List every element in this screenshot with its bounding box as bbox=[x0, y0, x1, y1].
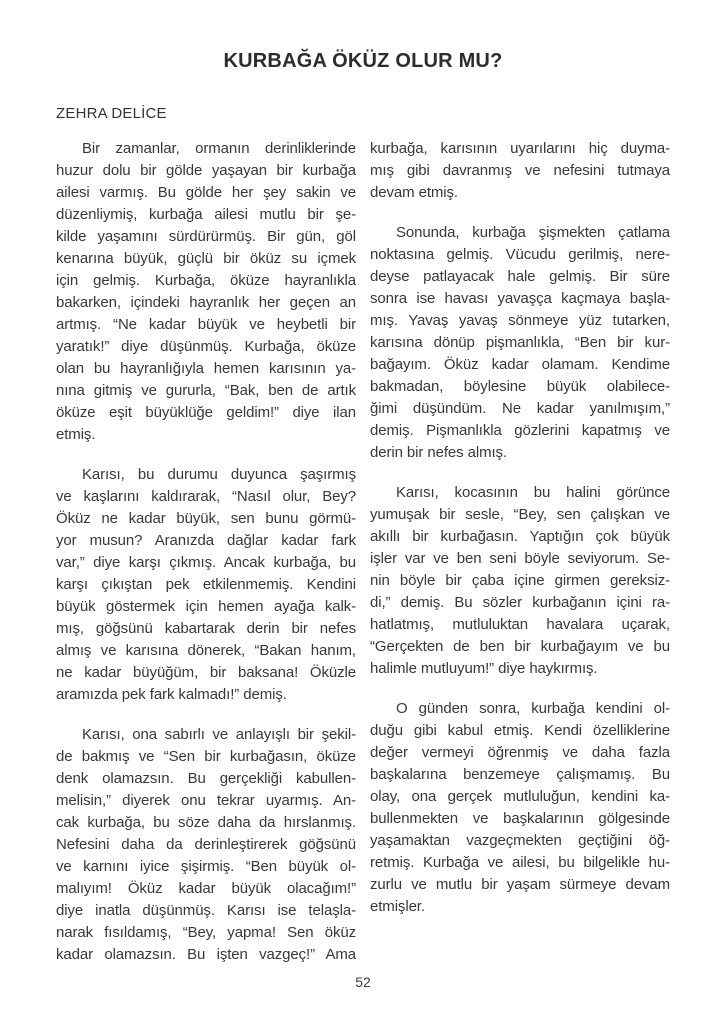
text-line: Nefesini daha da derinleştirerek göğsünü bbox=[56, 836, 356, 853]
text-line: işler var ve ben seni böyle seviyorum. Se- bbox=[370, 550, 670, 567]
text-line: ve kaşlarını kaldırarak, “Nasıl olur, Bey? bbox=[56, 488, 356, 505]
text-line: almış ve karısına dönerek, “Bakan hanım, bbox=[56, 642, 356, 659]
paragraph bbox=[56, 138, 356, 446]
text-line: huzur dolu bir gölde yaşayan bir kurbağa bbox=[56, 162, 356, 179]
text-line: malıyım! Öküz kadar büyük olacağım!” bbox=[56, 880, 356, 897]
text-line: yaratık!” diye düşünmüş. Kurbağa, öküze bbox=[56, 338, 356, 355]
text-line: ailesi varmış. Bu gölde her şey sakin ve bbox=[56, 184, 356, 201]
text-line: derin bir nefes almış. bbox=[370, 444, 508, 461]
page-title: KURBAĞA ÖKÜZ OLUR MU? bbox=[223, 50, 503, 72]
text-columns bbox=[56, 138, 670, 966]
text-line: sonra ise havası yavaşça kaçmaya başla- bbox=[370, 290, 670, 307]
text-line: büyük göstermek için hemen ayağa kalk- bbox=[56, 598, 356, 615]
page-number: 52 bbox=[355, 974, 371, 990]
text-line: var,” diye karşı çıkmış. Ancak kurbağa, bu bbox=[56, 554, 356, 571]
paragraph bbox=[370, 222, 670, 464]
column-left bbox=[56, 138, 356, 966]
text-line: de bakmış ve “Sen bir kurbağasın, öküze bbox=[56, 748, 356, 765]
text-line: akıllı bir kurbağasın. Yaptığın çok büyük bbox=[370, 528, 670, 545]
paragraph bbox=[370, 698, 670, 918]
text-line: diye inatla düşünmüş. Karısı ise telaşla- bbox=[56, 902, 356, 919]
paragraph bbox=[370, 482, 670, 680]
text-line: denk olamazsın. Bu gerçekliği kabullen- bbox=[56, 770, 356, 787]
text-line: ğimi düşündüm. Ne kadar yanılmışım,” bbox=[370, 400, 670, 417]
text-line: Öküz ne kadar büyük, sen bunu görmü- bbox=[56, 510, 356, 527]
text-line: devam etmiş. bbox=[370, 184, 458, 201]
text-line: Karısı, bu durumu duyunca şaşırmış bbox=[82, 466, 356, 483]
text-line: bakarken, içindeki hayranlık her geçen an bbox=[56, 294, 356, 311]
text-line: noktasına gelmiş. Vücudu gerilmiş, nere- bbox=[370, 246, 670, 263]
text-line: yumuşak bir sesle, “Bey, sen çalışkan ve bbox=[370, 506, 670, 523]
text-line: mış. Yavaş yavaş sönmeye yüz tutarken, bbox=[370, 312, 670, 329]
text-line: demiş. Pişmanlıkla gözlerini kapatmış ve bbox=[370, 422, 670, 439]
text-line: melisin,” diyerek onu tekrar uyarmış. An- bbox=[56, 792, 356, 809]
text-line: nına gitmiş ve gururla, “Bak, ben de artık bbox=[56, 382, 356, 399]
text-line: Bir zamanlar, ormanın derinliklerinde bbox=[82, 140, 356, 157]
text-line: duğu gibi kabul etmiş. Kendi özelliklerine bbox=[370, 722, 670, 739]
text-line: ne kadar büyüğüm, bir baksana! Öküzle bbox=[56, 664, 356, 681]
text-line: olan bu hayranlığıyla hemen karısının ya- bbox=[56, 360, 356, 377]
text-line: öküze eşit büyüklüğe geldim!” diye ilan bbox=[56, 404, 356, 421]
text-line: Karısı, kocasının bu halini görünce bbox=[396, 484, 670, 501]
text-line: di,” demiş. Bu sözler kurbağanın içini ra- bbox=[370, 594, 670, 611]
text-line: düzenliymiş, kurbağa ailesi mutlu bir şe- bbox=[56, 206, 356, 223]
text-line: bullenmekten ve başkalarının gölgesinde bbox=[370, 810, 670, 827]
text-line: kurbağa, karısının uyarılarını hiç duyma- bbox=[370, 140, 670, 157]
column-right bbox=[370, 138, 670, 966]
text-line: zurlu ve mutlu bir yaşam sürmeye devam bbox=[370, 876, 670, 893]
text-line: karşı çıkıştan pek etkilenmemiş. Kendini bbox=[56, 576, 356, 593]
text-line: halimle mutluyum!” diye haykırmış. bbox=[370, 660, 598, 677]
text-line: değer vermeyi öğrenmiş ve daha fazla bbox=[370, 744, 670, 761]
text-line: ve karnını iyice şişirmiş. “Ben büyük ol- bbox=[56, 858, 356, 875]
text-line: yaşamaktan vazgeçmekten geçtiğini öğ- bbox=[370, 832, 670, 849]
text-line: yor musun? Aranızda dağlar kadar fark bbox=[56, 532, 356, 549]
text-line: başkalarına benzemeye çalışmamış. Bu bbox=[370, 766, 670, 783]
text-line: bakmadan, böylesine büyük olabilece- bbox=[370, 378, 670, 395]
text-line: mış gibi davranmış ve nefesini tutmaya bbox=[370, 162, 670, 179]
text-line: kenarına büyük, güçlü bir öküz su içmek bbox=[56, 250, 356, 267]
paragraph bbox=[56, 724, 356, 966]
text-line: hatlatmış, mutluluktan havalara uçarak, bbox=[370, 616, 670, 633]
text-line: O günden sonra, kurbağa kendini ol- bbox=[396, 700, 670, 717]
text-line: mış, göğsünü kabartarak derin bir nefes bbox=[56, 620, 356, 637]
text-line: etmiş. bbox=[56, 426, 96, 443]
text-line: cak kurbağa, bu söze daha da hırslanmış. bbox=[56, 814, 356, 831]
text-line: artmış. “Ne kadar büyük ve heybetli bir bbox=[56, 316, 356, 333]
text-line: bağayım. Öküz kadar olamam. Kendime bbox=[370, 356, 670, 373]
text-line: deyse patlayacak hale gelmiş. Bir süre bbox=[370, 268, 670, 285]
paragraph bbox=[370, 138, 670, 204]
text-line: etmişler. bbox=[370, 898, 425, 915]
text-line: narak fısıldamış, “Bey, yapma! Sen öküz bbox=[56, 924, 356, 941]
text-line: kilde yaşamını sürdürürmüş. Bir gün, göl bbox=[56, 228, 356, 245]
text-line: karısına dönüp pişmanlıkla, “Ben bir kur- bbox=[370, 334, 670, 351]
text-line: Karısı, ona sabırlı ve anlayışlı bir şekil- bbox=[82, 726, 356, 743]
text-line: “Gerçekten de ben bir kurbağayım ve bu bbox=[370, 638, 670, 655]
text-line: Sonunda, kurbağa şişmekten çatlama bbox=[396, 224, 670, 241]
paragraph bbox=[56, 464, 356, 706]
author-name: ZEHRA DELİCE bbox=[56, 105, 167, 122]
text-line: olay, ona gerçek mutluluğun, kendini ka- bbox=[370, 788, 670, 805]
text-line: kadar olamazsın. Bu işten vazgeç!” Ama bbox=[56, 946, 356, 963]
text-line: nin böyle bir çaba içine girmen gereksiz- bbox=[370, 572, 670, 589]
text-line: retmiş. Kurbağa ve ailesi, bu bilgelikle hu- bbox=[370, 854, 670, 871]
text-line: için gelmiş. Kurbağa, öküze hayranlıkla bbox=[56, 272, 356, 289]
text-line: aramızda pek fark kalmadı!” demiş. bbox=[56, 686, 287, 703]
